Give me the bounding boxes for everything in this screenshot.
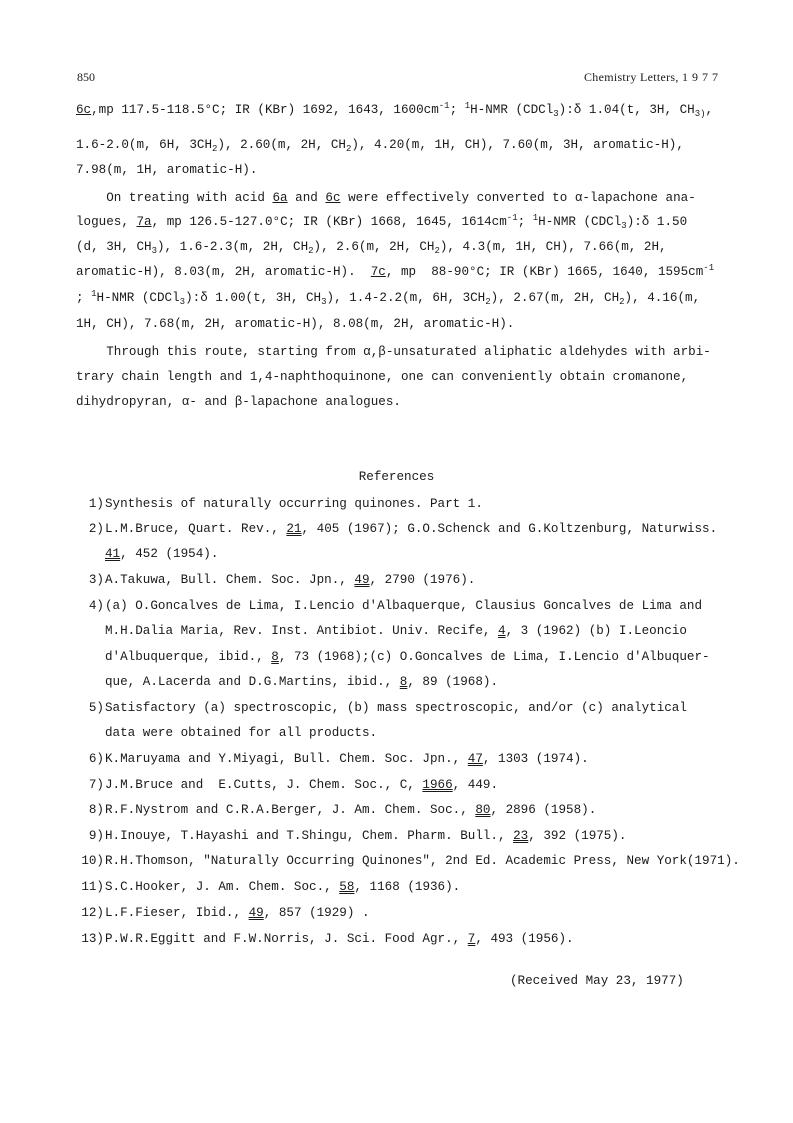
text-run: ):δ 1.04(t, 3H, CH (558, 103, 695, 117)
subscript: 3 (179, 297, 186, 307)
received-date: (Received May 23, 1977) (510, 974, 684, 988)
text-run: , 2790 (1976). (369, 573, 476, 587)
text-run: ; (449, 103, 465, 117)
reference-number: 2) (88, 522, 104, 536)
subscript: 3 (151, 246, 157, 256)
text-line: 7.98(m, 1H, aromatic-H). (76, 163, 258, 177)
text-line: dihydropyran, α- and β-lapachone analogues. (76, 395, 401, 409)
text-run: A.Takuwa, Bull. Chem. Soc. Jpn., (105, 573, 355, 587)
text-line (76, 102, 713, 118)
subscript: 3 (321, 297, 327, 307)
reference-text (105, 802, 596, 818)
reference-item (79, 853, 779, 869)
reference-item (79, 700, 779, 716)
reference-item (79, 828, 779, 844)
volume: 80 (475, 803, 491, 817)
volume: 47 (467, 752, 483, 766)
compound-ref: 6c (76, 103, 92, 117)
text-run: ), 2.67(m, 2H, CH (490, 291, 620, 305)
subscript: 2 (308, 246, 314, 256)
text-run: ):δ 1.00(t, 3H, CH (185, 291, 322, 305)
reference-continuation (105, 649, 710, 665)
page-number: 850 (77, 70, 95, 84)
text-run: , 452 (1954). (120, 547, 219, 561)
superscript: 1 (91, 289, 97, 299)
reference-number: 8) (88, 803, 104, 817)
text-run: , 3 (1962) (b) I.Leoncio (505, 624, 687, 638)
text-run: K.Maruyama and Y.Miyagi, Bull. Chem. Soc. Jpn., (105, 752, 468, 766)
volume: 49 (354, 573, 370, 587)
reference-text (105, 521, 717, 537)
text-run: J.M.Bruce and E.Cutts, J. Chem. Soc., C, (105, 778, 423, 792)
reference-number: 3) (88, 573, 104, 587)
reference-number: 11) (81, 880, 104, 894)
text-run: logues, (76, 215, 137, 229)
text-line (76, 190, 696, 206)
text-run: R.F.Nystrom and C.R.A.Berger, J. Am. Chem. Soc., (105, 803, 476, 817)
text-run: , 2896 (1958). (490, 803, 597, 817)
text-run: H-NMR (CDCl (538, 215, 622, 229)
reference-text: Synthesis of naturally occurring quinones. Part 1. (105, 497, 483, 511)
volume: 8 (399, 675, 408, 689)
reference-number: 12) (81, 906, 104, 920)
text-run: , 449. (452, 778, 499, 792)
text-run: were effectively converted to α-lapachone ana- (340, 191, 696, 205)
reference-item (79, 521, 779, 537)
text-run: H-NMR (CDCl (96, 291, 180, 305)
text-run: ; (76, 291, 92, 305)
text-run: 1.6-2.0(m, 6H, 3CH (76, 138, 213, 152)
text-run: H.Inouye, T.Hayashi and T.Shingu, Chem. Pharm. Bull., (105, 829, 514, 843)
reference-continuation (105, 546, 218, 562)
reference-number: 5) (88, 701, 104, 715)
text-line (76, 137, 684, 153)
reference-continuation: data were obtained for all products. (105, 726, 378, 740)
volume: 8 (271, 650, 279, 664)
text-line (76, 239, 667, 255)
text-run: M.H.Dalia Maria, Rev. Inst. Antibiot. Univ. Recife, (105, 624, 498, 638)
subscript: 2 (345, 144, 352, 154)
reference-text: R.H.Thomson, "Naturally Occurring Quinones", 2nd Ed. Academic Press, New York(1971). (105, 854, 740, 868)
volume: 21 (286, 522, 302, 536)
subscript: 2 (619, 297, 625, 307)
reference-text (105, 572, 475, 588)
text-run: ), 2.60(m, 2H, CH (217, 138, 346, 152)
reference-item (79, 905, 779, 921)
text-line (76, 290, 700, 306)
reference-item (79, 879, 779, 895)
text-run: ,mp 117.5-118.5°C; IR (KBr) 1692, 1643, 1600cm (91, 103, 439, 117)
subscript: 2 (434, 246, 440, 256)
text-run: ), 2.6(m, 2H, CH (313, 240, 435, 254)
subscript: 2 (212, 144, 218, 154)
text-run: ), 4.3(m, 1H, CH), 7.66(m, 2H, (439, 240, 667, 254)
text-run: ), 4.16(m, (624, 291, 701, 305)
text-run: que, A.Lacerda and D.G.Martins, ibid., (105, 675, 400, 689)
reference-item (79, 572, 779, 588)
text-run: L.M.Bruce, Quart. Rev., (105, 522, 287, 536)
text-run: (d, 3H, CH (76, 240, 152, 254)
reference-item (79, 496, 779, 512)
reference-continuation (105, 674, 498, 690)
text-run: , (705, 103, 714, 117)
text-run: , 857 (1929) . (263, 906, 370, 920)
compound-ref: 6a (272, 191, 288, 205)
text-line: Through this route, starting from α,β-unsaturated aliphatic aldehydes with arbi- (76, 345, 711, 359)
reference-item (79, 931, 779, 947)
reference-continuation (105, 623, 687, 639)
text-run: P.W.R.Eggitt and F.W.Norris, J. Sci. Food Agr., (105, 932, 468, 946)
volume: 41 (105, 547, 121, 561)
text-run: and (287, 191, 326, 205)
text-run: , 1303 (1974). (482, 752, 589, 766)
superscript: -1 (703, 263, 715, 273)
volume: 49 (248, 906, 264, 920)
reference-number: 10) (81, 854, 104, 868)
journal-year: 1977 (682, 70, 722, 84)
text-run: L.F.Fieser, Ibid., (105, 906, 249, 920)
text-line (76, 264, 714, 280)
text-run: , 405 (1967); G.O.Schenck and G.Koltzenburg, Naturwiss. (301, 522, 718, 536)
text-run: , mp 88-90°C; IR (KBr) 1665, 1640, 1595cm (385, 265, 704, 279)
subscript: 3 (553, 109, 559, 119)
text-run: , mp 126.5-127.0°C; IR (KBr) 1668, 1645, 1614cm (151, 215, 507, 229)
references-heading: References (358, 470, 435, 484)
reference-text: (a) O.Goncalves de Lima, I.Lencio d'Albaquerque, Clausius Goncalves de Lima and (105, 599, 703, 613)
text-run: H-NMR (CDCl (470, 103, 554, 117)
reference-item (79, 802, 779, 818)
text-run: , 493 (1956). (475, 932, 574, 946)
reference-number: 6) (88, 752, 104, 766)
reference-text (105, 828, 626, 844)
subscript: 3) (694, 109, 706, 119)
text-run: S.C.Hooker, J. Am. Chem. Soc., (105, 880, 340, 894)
text-line: trary chain length and 1,4-naphthoquinone, one can conveniently obtain cromanone, (76, 370, 689, 384)
text-run: , 1168 (1936). (354, 880, 461, 894)
volume: 7 (467, 932, 476, 946)
text-run: , 392 (1975). (528, 829, 627, 843)
reference-text (105, 905, 370, 921)
text-run: , 89 (1968). (407, 675, 499, 689)
superscript: -1 (506, 213, 518, 223)
text-run: ), 1.4-2.2(m, 6H, 3CH (326, 291, 486, 305)
text-line: 1H, CH), 7.68(m, 2H, aromatic-H), 8.08(m, 2H, aromatic-H). (76, 317, 515, 331)
reference-number: 13) (81, 932, 104, 946)
journal-name: Chemistry Letters, (583, 70, 679, 84)
reference-number: 4) (88, 599, 104, 613)
reference-text (105, 751, 589, 767)
reference-number: 1) (88, 497, 104, 511)
running-header (584, 70, 722, 85)
volume: 4 (498, 624, 506, 638)
text-run: ; (517, 215, 533, 229)
reference-item (79, 751, 779, 767)
superscript: 1 (464, 101, 471, 111)
reference-text: Satisfactory (a) spectroscopic, (b) mass spectroscopic, and/or (c) analytical (105, 701, 687, 715)
reference-text (105, 879, 460, 895)
text-run: aromatic-H), 8.03(m, 2H, aromatic-H). (76, 265, 371, 279)
compound-ref: 7c (370, 265, 386, 279)
volume: 1966 (422, 778, 453, 792)
text-run: On treating with acid (76, 191, 273, 205)
superscript: -1 (438, 101, 450, 111)
text-run: , 73 (1968);(c) O.Goncalves de Lima, I.Lencio d'Albuquer- (278, 650, 710, 664)
text-run: ), 1.6-2.3(m, 2H, CH (156, 240, 309, 254)
compound-ref: 7a (136, 215, 152, 229)
reference-text (105, 777, 498, 793)
reference-text (105, 931, 574, 947)
superscript: 1 (532, 213, 539, 223)
reference-item (79, 598, 779, 614)
text-run: d'Albuquerque, ibid., (105, 650, 272, 664)
text-run: ), 4.20(m, 1H, CH), 7.60(m, 3H, aromatic-H), (351, 138, 684, 152)
volume: 23 (513, 829, 529, 843)
text-line (76, 214, 687, 230)
text-run: ):δ 1.50 (626, 215, 688, 229)
compound-ref: 6c (325, 191, 341, 205)
reference-item (79, 777, 779, 793)
subscript: 2 (485, 297, 491, 307)
reference-number: 9) (88, 829, 104, 843)
reference-number: 7) (88, 778, 104, 792)
volume: 58 (339, 880, 355, 894)
subscript: 3 (621, 221, 627, 231)
